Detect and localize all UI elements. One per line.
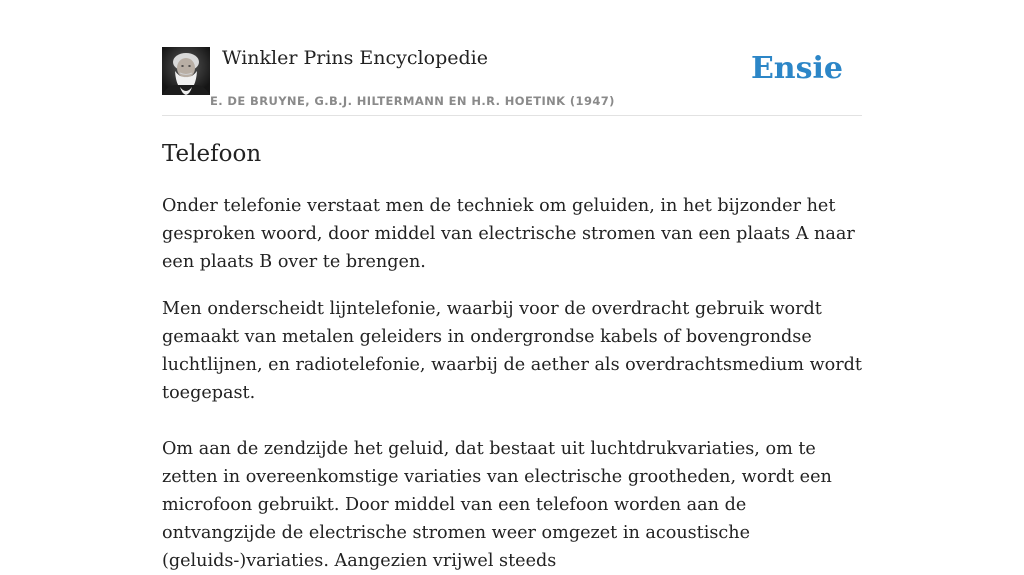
article-body xyxy=(162,192,862,575)
content-column xyxy=(162,0,862,571)
paragraph: Onder telefonie verstaat men de techniek om geluiden, in het bijzonder het gesproken woord, door middel van electrische stromen van een plaats A naar een plaats B over te brengen. xyxy=(162,196,855,272)
paragraph: Men onderscheidt lijntelefonie, waarbij voor de overdracht gebruik wordt gemaakt van metalen geleiders in ondergrondse kabels of bovengrondse luchtlijnen, en radiotelefonie, waarbij de aether als overdrachtsmedium wordt toegepast. xyxy=(162,299,862,403)
header xyxy=(162,0,862,116)
brand-logo-link[interactable]: Ensie xyxy=(750,51,843,86)
paragraph: Om aan de zendzijde het geluid, dat bestaat uit luchtdrukvariaties, om te zetten in overeenkomstige variaties van electrische grootheden, wordt een microfoon gebruikt. Door middel van een telefoon worden aan de ontvangzijde de electrische stromen weer omgezet in acoustische (geluids-)variaties. Aangezien vrijwel steeds xyxy=(162,439,832,571)
article-title: Telefoon xyxy=(162,141,262,167)
book-title[interactable]: Winkler Prins Encyclopedie xyxy=(222,47,488,69)
authors-line: E. DE BRUYNE, G.B.J. HILTERMANN EN H.R. HOETINK (1947) xyxy=(210,94,615,108)
author-portrait-icon[interactable] xyxy=(162,47,210,95)
